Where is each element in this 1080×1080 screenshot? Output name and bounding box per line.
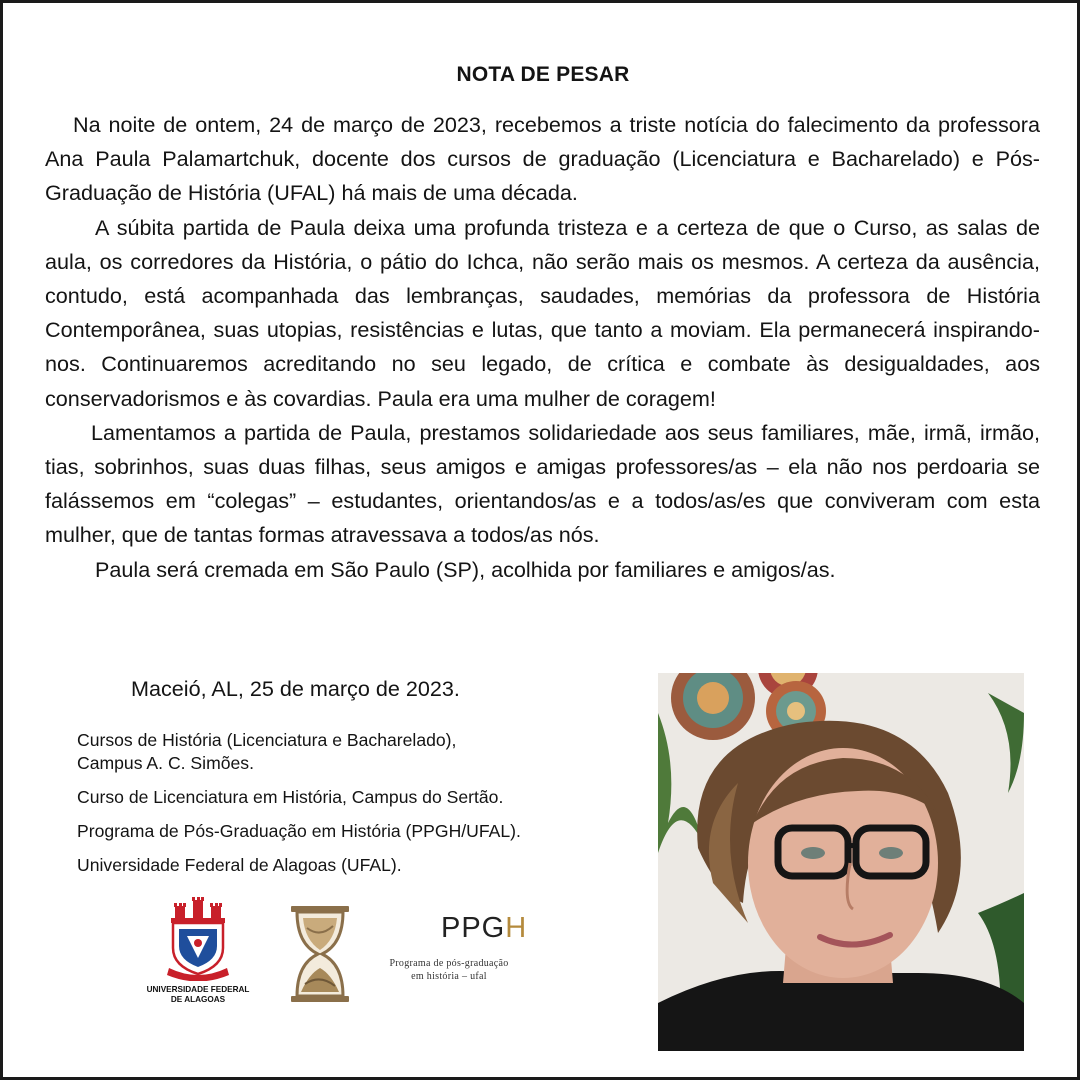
ppgh-subtitle-line1: Programa de pós-graduação: [389, 958, 509, 969]
paragraph-condolences: Lamentamos a partida de Paula, prestamos solidariedade aos seus familiares, mãe, irmã, irmão, tias, sobrinhos, suas duas filhas, seus amigos e amigas professores/as – ela não nos perdoaria se falássemos em “colegas” – estudantes, orientandos/as e a todos/as/es que conviveram com esta mulher, que de tantas formas atravessava a todos/as nós.: [45, 419, 1040, 548]
signatory-history-courses: [77, 729, 637, 775]
ppgh-wordmark-accent: H: [505, 912, 528, 944]
signatory-ppgh: Programa de Pós-Graduação em História (PPGH/UFAL).: [77, 821, 521, 841]
dateline: Maceió, AL, 25 de março de 2023.: [131, 676, 460, 701]
signatories: [77, 729, 637, 888]
note-title: NOTA DE PESAR: [456, 63, 630, 86]
ufal-caption-line2: DE ALAGOAS: [170, 995, 226, 1004]
paragraph-cremation: Paula será cremada em São Paulo (SP), acolhida por familiares e amigos/as.: [95, 556, 836, 582]
hourglass-logo: [285, 904, 355, 1004]
ppgh-logo: [355, 911, 555, 991]
ufal-crest-icon: [143, 896, 253, 981]
hourglass-icon: [285, 904, 355, 1004]
signatory-ufal: Universidade Federal de Alagoas (UFAL).: [77, 855, 402, 875]
ppgh-subtitle-line2: em história – ufal: [411, 971, 487, 982]
signatory-history-courses-line1: Cursos de História (Licenciatura e Bacharelado),: [77, 730, 457, 750]
ppgh-subtitle: [359, 957, 539, 983]
note-body: [45, 108, 1040, 587]
portrait-image: [658, 673, 1024, 1051]
ufal-logo: [143, 896, 253, 1011]
ppgh-wordmark: [441, 911, 527, 945]
signatory-history-courses-line2: Campus A. C. Simões.: [77, 753, 254, 773]
paragraph-tribute: A súbita partida de Paula deixa uma profunda tristeza e a certeza de que o Curso, as salas de aula, os corredores da História, o pátio do Ichca, não serão mais os mesmos. A certeza da ausência, contudo, está acompanhada das lembranças, saudades, memórias da professora de História Contemporânea, suas utopias, resistências e lutas, que tanto a moviam. Ela permanecerá inspirando-nos. Continuaremos acreditando no seu legado, de crítica e combate às desigualdades, aos conservadorismos e às covardias. Paula era uma mulher de coragem!: [45, 214, 1040, 411]
portrait-photo: [658, 673, 1024, 1051]
signatory-sertao: Curso de Licenciatura em História, Campus do Sertão.: [77, 787, 504, 807]
ppgh-wordmark-main: PPG: [441, 912, 506, 944]
ufal-caption-line1: UNIVERSIDADE FEDERAL: [146, 985, 250, 994]
ufal-logo-caption: [143, 985, 253, 1005]
paragraph-announcement: Na noite de ontem, 24 de março de 2023, recebemos a triste notícia do falecimento da professora Ana Paula Palamartchuk, docente dos cursos de graduação (Licenciatura e Bacharelado) e Pós-Graduação de História (UFAL) há mais de uma década.: [45, 112, 1040, 206]
